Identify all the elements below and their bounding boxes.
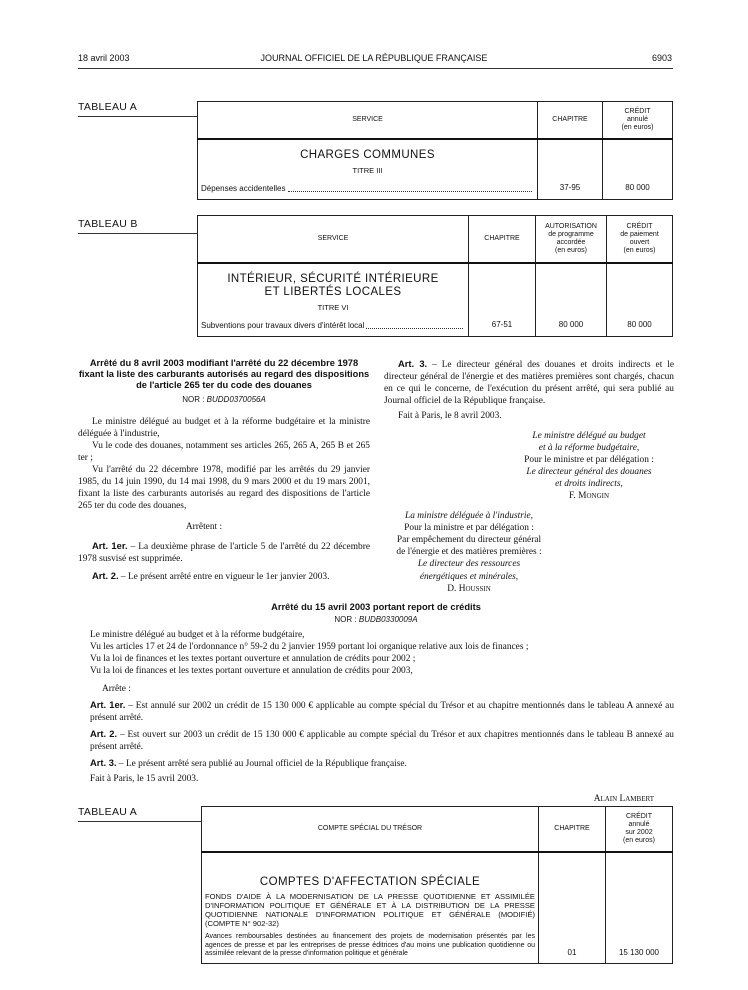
arrete1-art3: Art. 3. – Le directeur général des douanes et droits indirects et le directeur général de l'énergie et des matières premières sont chargés, chacun en ce qui le concerne, de l'exécution du présent arrêté, qui sera publié au Journal officiel de la République française.	[384, 358, 674, 407]
arrete1-arretent: Arrêtent :	[185, 521, 223, 532]
table-a2-col-chapitre: CHAPITRE	[539, 807, 606, 852]
arrete1-title: Arrêté du 8 avril 2003 modifiant l'arrêté du 22 décembre 1978 fixant la liste des carburants autorisés au regard des dispositions de l'article 265 ter du code des douanes	[78, 358, 370, 391]
arrete2-title: Arrêté du 15 avril 2003 portant report de crédits	[271, 602, 481, 612]
table-b-section: INTÉRIEUR, SÉCURITÉ INTÉRIEURE ET LIBERTÉS LOCALES	[227, 272, 439, 299]
table-a2-label: TABLEAU A	[78, 806, 138, 818]
arrete2-line-1: Le ministre délégué au budget et à la réforme budgétaire,	[90, 630, 305, 641]
table-a2-col-service: COMPTE SPÉCIAL DU TRÉSOR	[202, 807, 539, 852]
table-a1-titre: TITRE III	[352, 166, 383, 176]
arrete2	[90, 602, 674, 805]
arrete1-right-column	[384, 358, 674, 595]
table-a1-label: TABLEAU A	[78, 101, 138, 113]
table-a2-col-credit: CRÉDIT annulé sur 2002 (en euros)	[606, 807, 673, 852]
arrete1-signature-1: Le ministre délégué au budget et à la réforme budgétaire, Pour le ministre et par délégation : Le directeur général des douanes et droits indirects, F. Mongin	[524, 431, 654, 502]
arrete2-line-2: Vu les articles 17 et 24 de l'ordonnance n° 59-2 du 2 janvier 1959 portant loi organique relative aux lois de finances ;	[90, 642, 529, 653]
arrete1-p1: Le ministre délégué au budget et à la réforme budgétaire et la ministre déléguée à l'industrie,	[78, 416, 370, 439]
header-rule	[78, 68, 673, 69]
header-date: 18 avril 2003	[78, 53, 130, 63]
table-a1-credit: 80 000	[603, 139, 673, 200]
arrete1-p3: Vu l'arrêté du 22 décembre 1978, modifié par les arrêtés du 29 janvier 1985, du 14 juin 1990, du 14 mai 1998, du 9 mars 2000 et du 19 mars 2001, fixant la liste des carburants autorisés au regard des dispositions de l'article 265 ter du code des douanes,	[78, 464, 370, 511]
arrete1-left-column	[78, 358, 370, 583]
table-b-label: TABLEAU B	[78, 218, 138, 230]
table-a2-fund: FONDS D'AIDE À LA MODERNISATION DE LA PRESSE QUOTIDIENNE ET ASSIMILÉE D'INFORMATION POLITIQUE ET GÉNÉRALE ET À LA DISTRIBUTION DE LA PRESSE QUOTIDIENNE NATIONALE D'INFORMATION POLITIQUE ET GÉNÉRALE (MODIFIÉ) (COMPTE N° 902-32)	[205, 891, 535, 928]
header-title: JOURNAL OFFICIEL DE LA RÉPUBLIQUE FRANÇAISE	[260, 53, 488, 63]
table-b-col-autorisation: AUTORISATION de programme accordée (en euros)	[536, 216, 607, 263]
table-a1-col-service: SERVICE	[198, 102, 538, 139]
table-b-chapitre: 67-51	[469, 263, 536, 337]
arrete1-signature-2: La ministre déléguée à l'industrie, Pour la ministre et par délégation : Par empêchement du directeur général de l'énergie et des matières premières : Le directeur des ressources énergétiques et minérales, D. Houssin	[396, 511, 542, 594]
table-a1-chapitre: 37-95	[538, 139, 603, 200]
header-page: 6903	[651, 53, 672, 63]
table-a2-credit: 15 130 000	[606, 852, 673, 964]
arrete1-p2: Vu le code des douanes, notamment ses articles 265, 265 A, 265 B et 265 ter ;	[78, 440, 370, 463]
arrete2-line-3: Vu la loi de finances et les textes portant ouverture et annulation de crédits pour 2002 ;	[90, 654, 416, 665]
table-row: Dépenses accidentelles	[201, 184, 534, 194]
table-b-autorisation: 80 000	[536, 263, 607, 337]
table-row: Subventions pour travaux divers d'intérêt local	[201, 321, 465, 331]
table-a1	[197, 101, 673, 200]
table-a1-col-credit: CRÉDIT annulé (en euros)	[603, 102, 673, 139]
arrete2-line-4: Vu la loi de finances et les textes portant ouverture et annulation de crédits pour 2003,	[90, 666, 413, 677]
table-a2-section: COMPTES D'AFFECTATION SPÉCIALE	[259, 876, 481, 889]
arrete2-signature: Alain Lambert	[593, 793, 654, 804]
arrete1-nor: NOR : BUDD0370056A	[182, 395, 266, 405]
arrete1-art1: Art. 1er. – La deuxième phrase de l'article 5 de l'arrêté du 22 décembre 1978 susvisé est supprimée.	[78, 539, 370, 565]
table-a2-chapitre: 01	[539, 852, 606, 964]
table-a1-label-rule	[78, 116, 198, 117]
table-b	[197, 215, 673, 337]
table-a1-col-chapitre: CHAPITRE	[538, 102, 603, 139]
arrete1-fait: Fait à Paris, le 8 avril 2003.	[398, 411, 502, 422]
arrete2-arrete: Arrête :	[102, 683, 131, 694]
table-b-col-service: SERVICE	[198, 216, 469, 263]
table-a2-label-rule	[78, 821, 202, 822]
arrete1-art2: Art. 2. – Le présent arrêté entre en vigueur le 1er janvier 2003.	[92, 570, 330, 583]
table-row: Avances remboursables destinées au financement des projets de modernisation présentés par les agences de presse et par les entreprises de presse éditrices d'au moins une publication quotidienne ou assimilée relevant de la presse d'information politique et générale	[205, 932, 535, 958]
table-a1-section: CHARGES COMMUNES	[300, 149, 435, 162]
table-b-col-chapitre: CHAPITRE	[469, 216, 536, 263]
arrete2-art3: Art. 3. – Le présent arrêté sera publié au Journal officiel de la République française.	[90, 756, 407, 769]
arrete2-art2: Art. 2. – Est ouvert sur 2003 un crédit de 15 130 000 € applicable au compte spécial du Trésor et aux chapitres mentionnés dans le tableau B annexé au présent arrêté.	[90, 727, 674, 752]
arrete2-art1: Art. 1er. – Est annulé sur 2002 un crédit de 15 130 000 € applicable au compte spécial du Trésor et au chapitre mentionnés dans le tableau A annexé au présent arrêté.	[90, 698, 675, 723]
table-b-titre: TITRE VI	[317, 303, 349, 313]
table-b-col-credit: CRÉDIT de paiement ouvert (en euros)	[607, 216, 673, 263]
table-b-credit: 80 000	[607, 263, 673, 337]
arrete2-fait: Fait à Paris, le 15 avril 2003.	[90, 773, 199, 784]
arrete2-nor: NOR : BUDB0330009A	[334, 615, 418, 625]
table-a2	[201, 806, 673, 964]
table-b-label-rule	[78, 233, 198, 234]
